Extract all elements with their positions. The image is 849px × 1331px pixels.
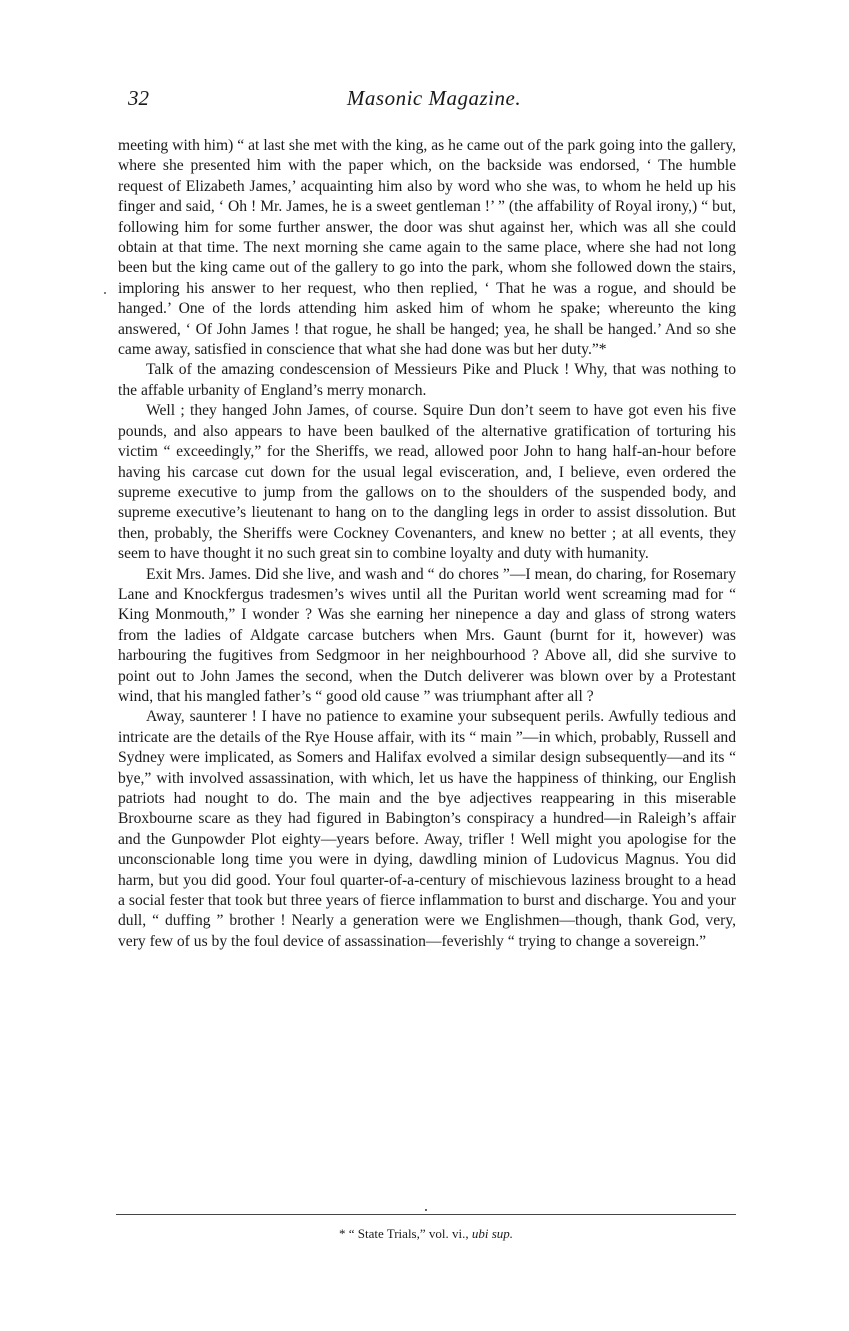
footnote-rule: [116, 1214, 736, 1215]
paragraph: Away, saunterer ! I have no patience to examine your subsequent perils. Awfully tedious and intricate are the details of the Rye House affair, with its “ main ”—in which, probably, Russell and Sydney were implicated, as Somers and Halifax evolved a similar design subsequently—and its “ bye,” with involved assassination, with which, let us have the happiness of thinking, our English patriots had nought to do. The main and the bye adjectives reappearing in this miserable Broxbourne scare as they had figured in Babington’s conspiracy a hundred—in Raleigh’s affair and the Gunpowder Plot eighty—years before. Away, trifler ! Well might you apologise for the unconscionable long time you were in dying, dawdling minion of Ludovicus Magnus. You did harm, but you did good. Your foul quarter-of-a-century of mischievous laziness brought to a head a social fester that took but three years of fierce inflammation to burst and discharge. You and your dull, “ duffing ” brother ! Nearly a generation were we Englishmen—though, thank God, very, very few of us by the foul device of assassination—feverishly “ trying to change a sovereign.”: [118, 708, 736, 950]
paragraph: Talk of the amazing condescension of Messieurs Pike and Pluck ! Why, that was nothing to the affable urbanity of England’s merry monarch.: [118, 361, 736, 399]
page-number: 32: [128, 86, 149, 110]
footnote-marker: *: [338, 1226, 346, 1241]
footnote-reference: ubi sup.: [471, 1226, 514, 1241]
page-header: [128, 86, 740, 116]
footnote: [116, 1226, 736, 1242]
margin-mark: [104, 292, 106, 294]
paragraph: Exit Mrs. James. Did she live, and wash and “ do chores ”—I mean, do charing, for Rosemary Lane and Knockfergus tradesmen’s wives until all the Puritan world went screaming mad for “ King Monmouth,” I wonder ? Was she earning her ninepence a day and glass of strong waters from the ladies of Aldgate carcase butchers when Mrs. Gaunt (burnt for it, however) was harbouring the fugitives from Sedgmoor in her neighbourhood ? Above all, did she survive to point out to John James the second, when the Dutch deliverer was blown over by a Protestant wind, that his mangled father’s “ good old cause ” was triumphant after all ?: [118, 565, 736, 705]
running-title: Masonic Magazine.: [346, 86, 522, 110]
paragraph: Well ; they hanged John James, of course. Squire Dun don’t seem to have got even his five pounds, and also appears to have been baulked of the alternative gratification of torturing his victim “ exceedingly,” for the Sheriffs, we read, allowed poor John to hang half-an-hour before having his carcase cut down for the usual legal evisceration, and, I believe, even ordered the supreme executive to jump from the gallows on to the shoulders of the suspended body, and supreme executive’s lieutenant to hang on to the dangling legs in order to assist dissolution. But then, probably, the Sheriffs were Cockney Covenanters, and knew no better ; at all events, they seem to have thought it no such great sin to combine loyalty and duty with humanity.: [118, 402, 736, 563]
footnote-text: “ State Trials,” vol. vi.,: [348, 1226, 469, 1241]
article-body: [118, 136, 736, 952]
rule-dot: [425, 1209, 427, 1211]
paragraph: meeting with him) “ at last she met with the king, as he came out of the park going into the gallery, where she presented him with the paper which, on the backside was endorsed, ‘ The humble request of Elizabeth James,’ acquainting him also by word who she was, to whom he held up his finger and said, ‘ Oh ! Mr. James, he is a sweet gentleman !’ ” (the affability of Royal irony,) “ but, following him for some further answer, the door was shut against her, which was all she could obtain at that time. The next morning she came again to the same place, where she had not long been but the king came out of the gallery to go into the park, whom she followed down the stairs, imploring his answer to her request, who then replied, ‘ That he was a rogue, and should be hanged.’ One of the lords attending him asked him of whom he spake; whereunto the king answered, ‘ Of John James ! that rogue, he shall be hanged; yea, he shall be hanged.’ And so she came away, satisfied in conscience that what she had done was but her duty.”*: [118, 137, 736, 359]
